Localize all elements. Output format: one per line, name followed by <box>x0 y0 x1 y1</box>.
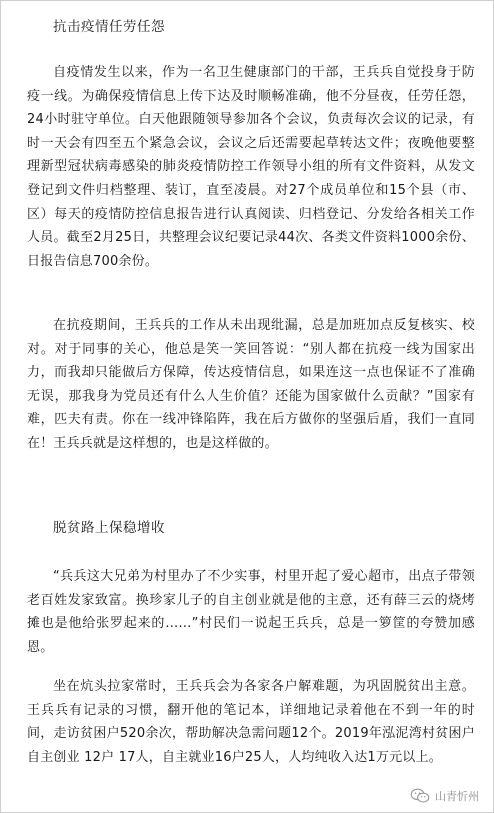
paragraph-poverty-2: 坐在炕头拉家常时，王兵兵会为各家各户解难题，为巩固脱贫出主意。王兵兵有记录的习惯，翻开他的笔记本，详细地记录着他在不到一年的时间，走访贫困户520余次，帮助解决急需问题12个。2019年泓泥湾村贫困户自主创业 12户 17人，自主就业16户25人，人均纯收入达1万元以上。 <box>27 679 475 765</box>
paragraph-epidemic-1: 自疫情发生以来，作为一名卫生健康部门的干部，王兵兵自觉投身于防疫一线。为确保疫情信息上传下达及时顺畅准确，他不分昼夜，任劳任怨，24小时驻守单位。白天他跟随领导参加各个会议，负责每次会议的记录，有时一天会有四至五个紧急会议，会议之后还需要起草转达文件；夜晚他要整理新型冠状病毒感染的肺炎疫情防控工作领导小组的所有文件资料，从发文登记到文件归档整理、装订，直至凌晨。对27个成员单位和15个县（市、区）每天的疫情防控信息报告进行认真阅读、归档登记、分发给各相关工作人员。截至2月25日，共整理会议纪要记录44次、各类文件资料1000余份、日报告信息700余份。 <box>27 65 475 269</box>
wechat-icon <box>410 788 430 804</box>
watermark-text: 山青忻州 <box>435 790 479 803</box>
paragraph-epidemic-2: 在抗疫期间，王兵兵的工作从未出现纰漏，总是加班加点反复核实、校对。对于同事的关心，他总是笑一笑回答说：“别人都在抗疫一线为国家出力，而我却只能做后方保障，传达疫情信息，如果连这一点也保证不了准确无误，那我身为党员还有什么人生价值？还能为国家做什么贡献？”国家有难，匹夫有责。你在一线冲锋陷阵，我在后方做你的坚强后盾，我们一直同在！王兵兵就是这样想的，也是这样做的。 <box>27 318 475 451</box>
section-heading-epidemic: 抗击疫情任劳任怨 <box>53 19 165 35</box>
paragraph-poverty-1: “兵兵这大兄弟为村里办了不少实事，村里开起了爱心超市，出点子带领老百姓发家致富。换珍家儿子的自主创业就是他的主意，还有薛三云的烧烤摊也是他给张罗起来的……”村民们一说起王兵兵，总是一箩筐的夸赞加感恩。 <box>27 569 475 655</box>
watermark <box>410 788 479 804</box>
section-heading-poverty: 脱贫路上保稳增收 <box>53 520 165 536</box>
